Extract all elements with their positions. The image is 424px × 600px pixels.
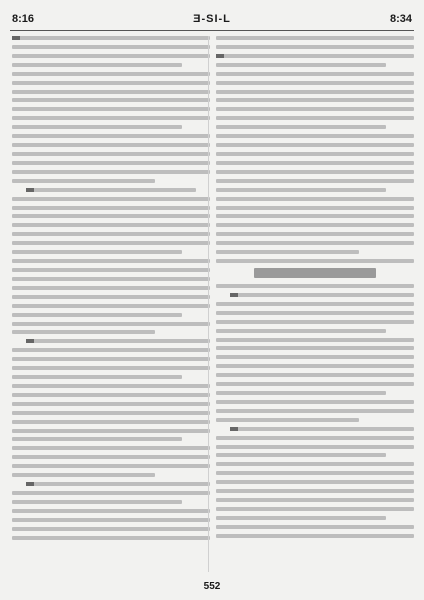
section-subheading bbox=[254, 268, 377, 278]
text-line bbox=[12, 491, 210, 495]
text-line bbox=[216, 90, 414, 94]
text-line bbox=[12, 357, 210, 361]
text-line bbox=[216, 462, 414, 466]
text-line bbox=[216, 534, 414, 538]
text-line bbox=[12, 81, 210, 85]
column-divider bbox=[208, 36, 209, 572]
text-line bbox=[216, 63, 386, 67]
text-line bbox=[12, 348, 210, 352]
text-line bbox=[12, 446, 210, 450]
text-line bbox=[216, 346, 414, 350]
header-title: Ǝ-SƖ-L bbox=[193, 13, 231, 25]
text-line bbox=[12, 206, 210, 210]
text-line bbox=[216, 320, 414, 324]
text-line bbox=[26, 188, 196, 192]
text-line bbox=[12, 473, 155, 477]
text-line bbox=[216, 391, 386, 395]
text-line bbox=[12, 393, 210, 397]
text-column-left bbox=[12, 36, 210, 572]
text-line bbox=[216, 311, 414, 315]
verse-marker bbox=[230, 293, 238, 297]
text-line bbox=[216, 480, 414, 484]
verse-marker bbox=[26, 339, 34, 343]
text-line bbox=[216, 302, 414, 306]
text-line bbox=[12, 72, 210, 76]
text-line bbox=[12, 366, 210, 370]
text-line bbox=[216, 250, 359, 254]
text-line bbox=[12, 527, 210, 531]
text-line bbox=[12, 214, 210, 218]
text-line bbox=[12, 54, 210, 58]
text-line bbox=[216, 214, 414, 218]
text-line bbox=[216, 400, 414, 404]
text-line bbox=[12, 268, 210, 272]
text-line bbox=[216, 418, 359, 422]
verse-marker bbox=[26, 188, 34, 192]
text-line bbox=[216, 197, 414, 201]
text-line bbox=[12, 518, 210, 522]
text-line bbox=[230, 427, 414, 431]
text-line bbox=[12, 500, 182, 504]
text-line bbox=[216, 134, 414, 138]
text-line bbox=[216, 373, 414, 377]
text-line bbox=[216, 364, 414, 368]
text-line bbox=[12, 134, 210, 138]
text-line bbox=[12, 170, 210, 174]
text-line bbox=[26, 482, 210, 486]
text-line bbox=[216, 284, 414, 288]
text-line bbox=[12, 107, 210, 111]
text-line bbox=[12, 411, 210, 415]
text-line bbox=[216, 409, 414, 413]
text-line bbox=[12, 63, 182, 67]
verse-marker bbox=[26, 482, 34, 486]
text-line bbox=[216, 152, 414, 156]
text-column-right bbox=[216, 36, 414, 572]
text-line bbox=[216, 436, 414, 440]
text-line bbox=[216, 81, 414, 85]
text-line bbox=[12, 179, 155, 183]
text-line bbox=[12, 536, 210, 540]
text-line bbox=[12, 45, 210, 49]
text-line bbox=[216, 232, 414, 236]
text-line bbox=[216, 507, 414, 511]
text-line bbox=[12, 402, 210, 406]
page-header bbox=[12, 10, 412, 28]
text-line bbox=[12, 322, 210, 326]
text-line bbox=[216, 516, 386, 520]
text-line bbox=[216, 107, 414, 111]
text-line bbox=[12, 223, 210, 227]
text-line bbox=[12, 152, 210, 156]
text-line bbox=[216, 143, 414, 147]
text-line bbox=[12, 464, 210, 468]
text-line bbox=[12, 455, 210, 459]
text-line bbox=[216, 445, 414, 449]
text-line bbox=[216, 338, 414, 342]
text-line bbox=[12, 90, 210, 94]
text-line bbox=[12, 313, 182, 317]
text-line bbox=[12, 197, 210, 201]
text-line bbox=[216, 116, 414, 120]
text-line bbox=[216, 54, 414, 58]
text-line bbox=[230, 293, 414, 297]
text-line bbox=[12, 116, 210, 120]
text-line bbox=[216, 45, 414, 49]
text-line bbox=[216, 179, 414, 183]
text-line bbox=[12, 241, 210, 245]
text-line bbox=[12, 98, 210, 102]
header-rule bbox=[10, 30, 414, 31]
text-line bbox=[216, 125, 386, 129]
text-line bbox=[12, 286, 210, 290]
verse-marker bbox=[12, 36, 20, 40]
text-line bbox=[12, 36, 210, 40]
text-line bbox=[216, 329, 386, 333]
text-line bbox=[12, 143, 210, 147]
text-line bbox=[216, 72, 414, 76]
text-line bbox=[216, 161, 414, 165]
text-line bbox=[216, 98, 414, 102]
text-line bbox=[12, 277, 210, 281]
text-line bbox=[216, 223, 414, 227]
header-right-reference: 8:34 bbox=[389, 13, 412, 25]
text-line bbox=[12, 304, 210, 308]
text-line bbox=[216, 471, 414, 475]
page-number: 552 bbox=[203, 581, 221, 592]
text-line bbox=[12, 384, 210, 388]
text-line bbox=[12, 375, 182, 379]
text-line bbox=[12, 429, 210, 433]
verse-marker bbox=[230, 427, 238, 431]
text-line bbox=[216, 489, 414, 493]
text-line bbox=[216, 170, 414, 174]
text-line bbox=[12, 330, 155, 334]
text-line bbox=[12, 161, 210, 165]
verse-marker bbox=[216, 54, 224, 58]
text-line bbox=[216, 498, 414, 502]
text-line bbox=[216, 453, 386, 457]
text-line bbox=[12, 509, 210, 513]
text-line bbox=[216, 382, 414, 386]
text-line bbox=[216, 206, 414, 210]
text-line bbox=[216, 525, 414, 529]
text-line bbox=[26, 339, 210, 343]
text-line bbox=[12, 125, 182, 129]
text-line bbox=[12, 295, 210, 299]
text-line bbox=[216, 188, 386, 192]
text-line bbox=[12, 420, 210, 424]
header-left-reference: 8:16 bbox=[12, 13, 35, 25]
text-line bbox=[216, 36, 414, 40]
text-line bbox=[12, 250, 182, 254]
text-line bbox=[216, 241, 414, 245]
text-line bbox=[12, 232, 210, 236]
text-line bbox=[12, 437, 182, 441]
text-line bbox=[216, 259, 414, 263]
text-line bbox=[216, 355, 414, 359]
text-line bbox=[12, 259, 210, 263]
